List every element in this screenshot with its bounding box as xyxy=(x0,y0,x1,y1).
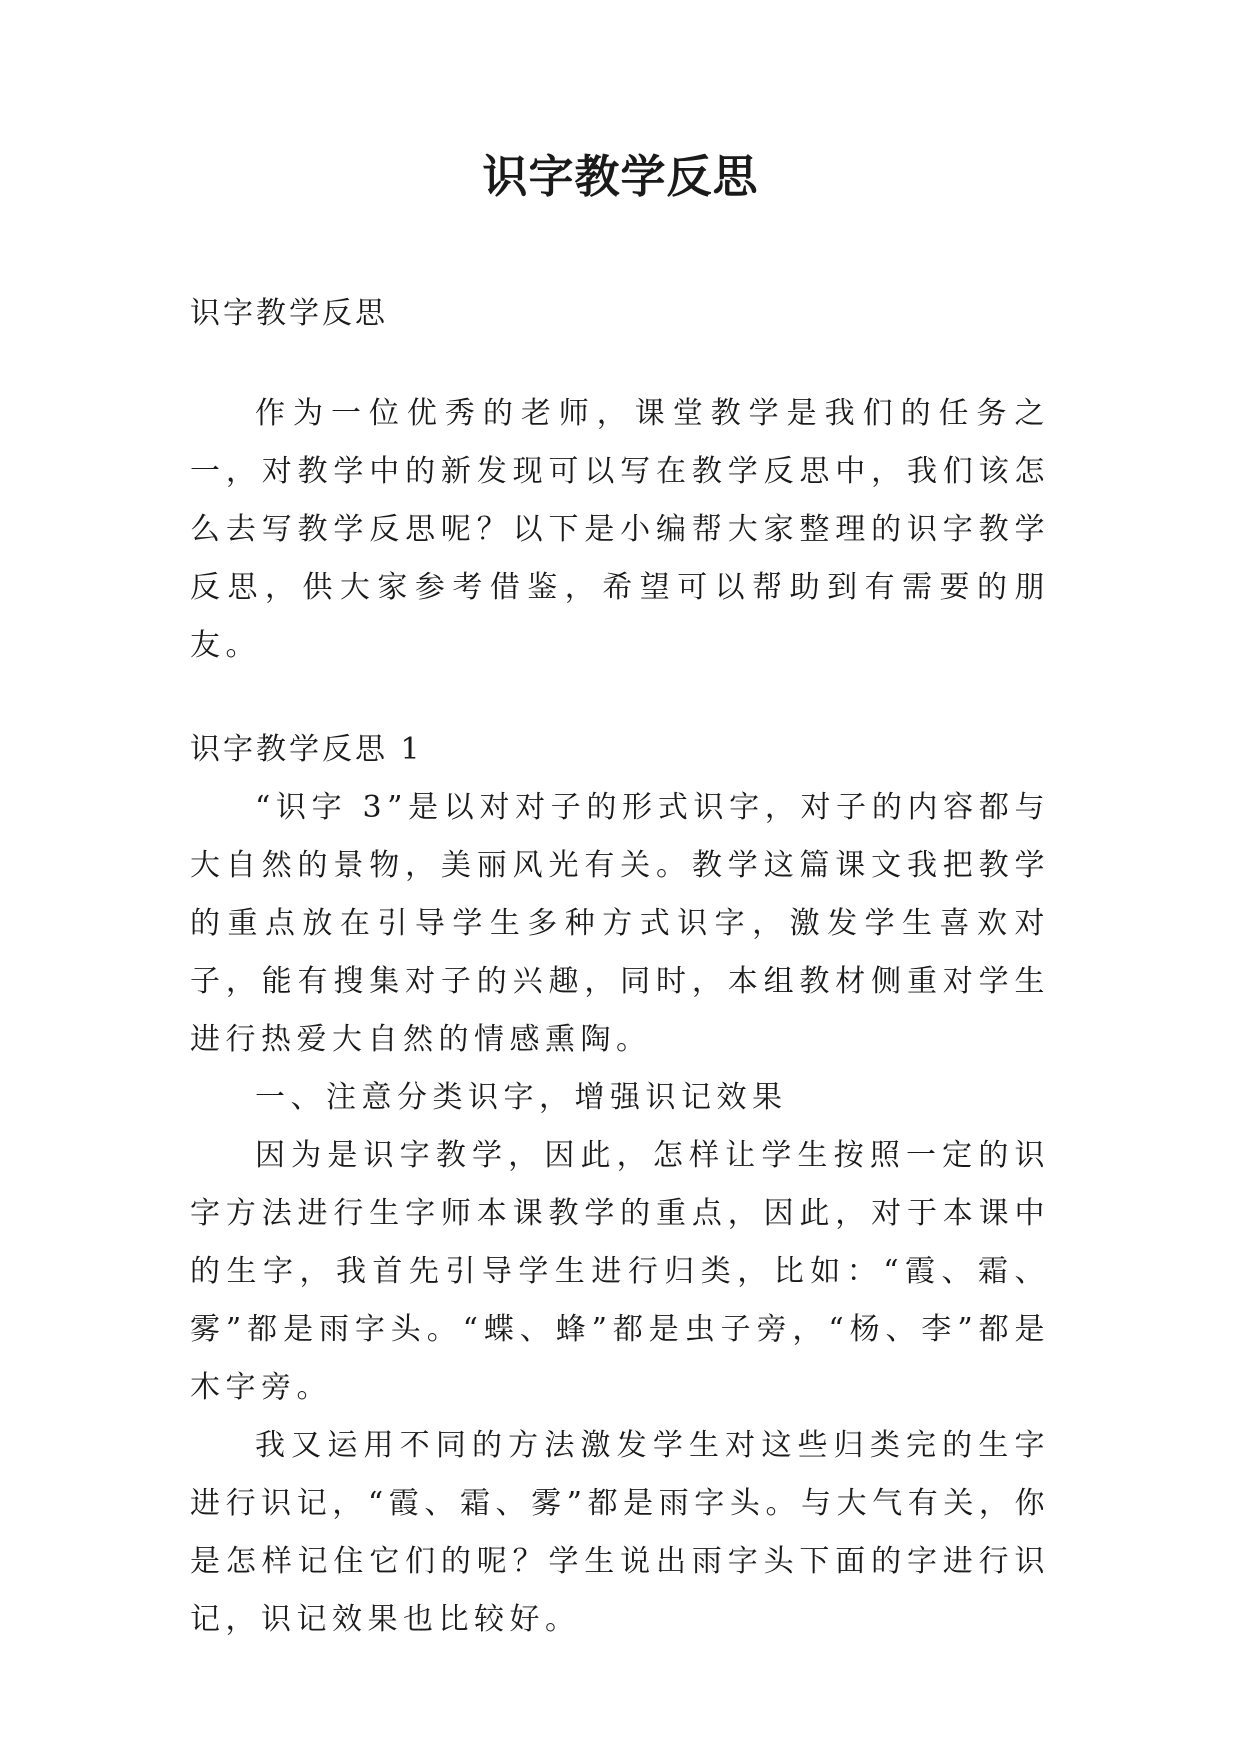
section-heading: 识字教学反思 1 xyxy=(190,732,423,767)
page-title: 识字教学反思 xyxy=(482,150,759,203)
intro-paragraph: 作为一位优秀的老师，课堂教学是我们的任务之一，对教学中的新发现可以写在教学反思中，我们该怎么去写教学反思呢？以下是小编帮大家整理的识字教学反思，供大家参考借鉴，希望可以帮助到有需要的朋友。 xyxy=(190,396,1050,663)
subsection-heading: 一、注意分类识字，增强识记效果 xyxy=(255,1080,788,1115)
document-subtitle: 识字教学反思 xyxy=(190,296,388,331)
body-paragraph: 因为是识字教学，因此，怎样让学生按照一定的识字方法进行生字师本课教学的重点，因此，对于本课中的生字，我首先引导学生进行归类，比如：“霞、霜、雾”都是雨字头。“蝶、蜂”都是虫子旁，“杨、李”都是木字旁。 xyxy=(190,1138,1050,1405)
spacer xyxy=(190,343,1050,385)
body-paragraph: “识字 3”是以对对子的形式识字，对子的内容都与大自然的景物，美丽风光有关。教学这篇课文我把教学的重点放在引导学生多种方式识字，激发学生喜欢对子，能有搜集对子的兴趣，同时，本组教材侧重对学生进行热爱大自然的情感熏陶。 xyxy=(190,790,1050,1057)
document-body xyxy=(190,285,1050,1649)
spacer xyxy=(190,675,1050,721)
body-paragraph: 我又运用不同的方法激发学生对这些归类完的生字进行识记，“霞、霜、雾”都是雨字头。与大气有关，你是怎样记住它们的呢？学生说出雨字头下面的字进行识记，识记效果也比较好。 xyxy=(190,1428,1050,1637)
